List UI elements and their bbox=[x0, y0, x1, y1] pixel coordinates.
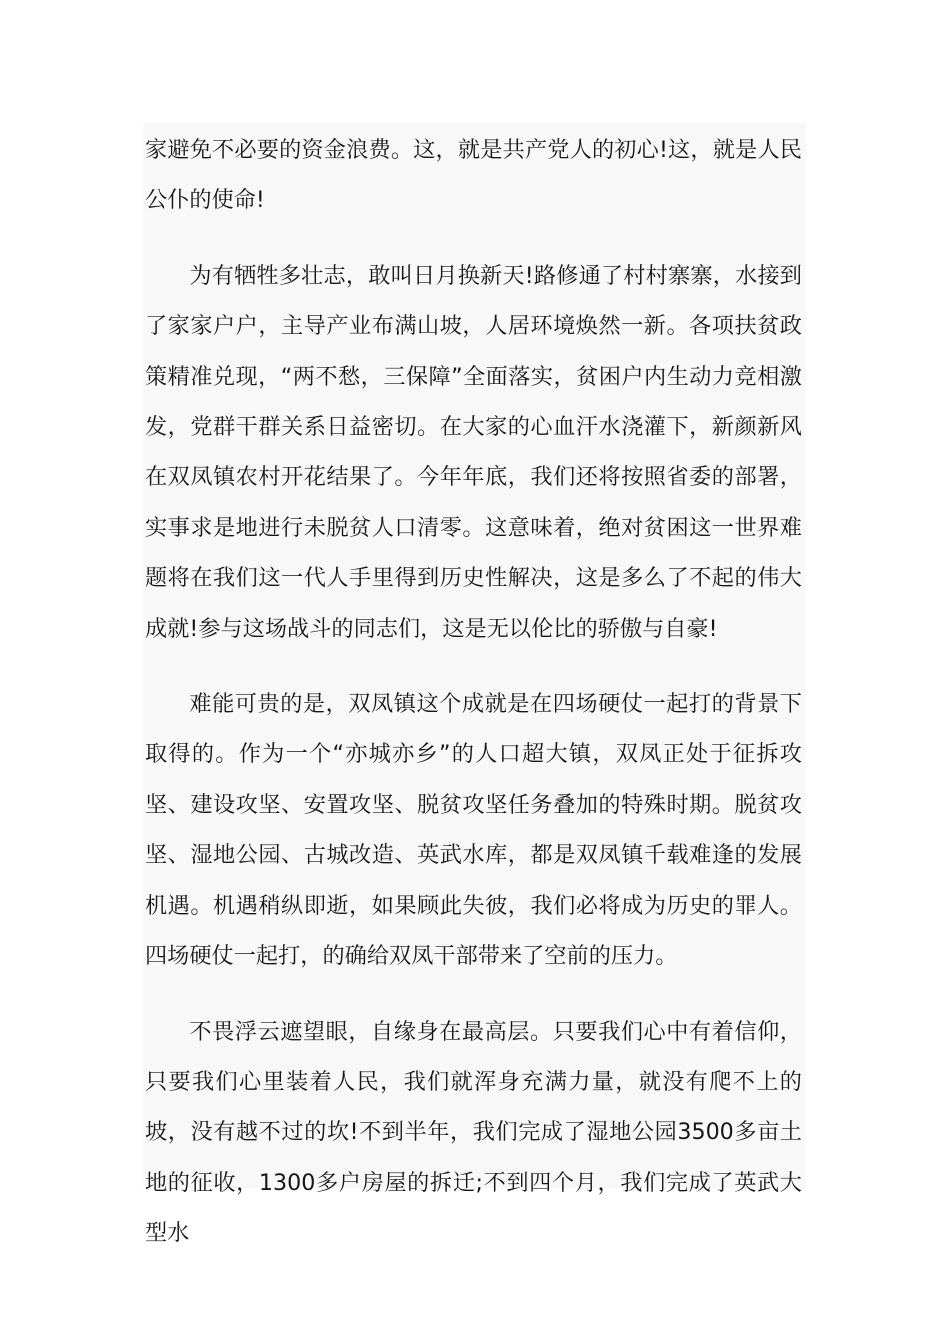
paragraph-continued: 家避免不必要的资金浪费。这，就是共产党人的初心!这，就是人民公仆的使命! bbox=[145, 137, 802, 214]
paragraph-faith: 不畏浮云遮望眼，自缘身在最高层。只要我们心中有着信仰，只要我们心里装着人民，我们就浑身充满力量，就没有爬不上的坡，没有越不过的坎!不到半年，我们完成了湿地公园3500多亩土地的征收，1300多户房屋的拆迁;不到四个月，我们完成了英武大型水 bbox=[145, 1018, 802, 1247]
document-text-block bbox=[143, 123, 806, 1247]
paragraph-four-battles: 难能可贵的是，双凤镇这个成就是在四场硬仗一起打的背景下取得的。作为一个“亦城亦乡”的人口超大镇，双凤正处于征拆攻坚、建设攻坚、安置攻坚、脱贫攻坚任务叠加的特殊时期。脱贫攻坚、湿地公园、古城改造、英武水库，都是双凤镇千载难逢的发展机遇。机遇稍纵即逝，如果顾此失彼，我们必将成为历史的罪人。四场硬仗一起打，的确给双凤干部带来了空前的压力。 bbox=[145, 691, 802, 970]
paragraph-sacrifice: 为有牺牲多壮志，敢叫日月换新天!路修通了村村寨寨，水接到了家家户户，主导产业布满山坡，人居环境焕然一新。各项扶贫政策精准兑现，“两不愁，三保障”全面落实，贫困户内生动力竞相激发，党群干群关系日益密切。在大家的心血汗水浇灌下，新颜新风在双凤镇农村开花结果了。今年年底，我们还将按照省委的部署，实事求是地进行未脱贫人口清零。这意味着，绝对贫困这一世界难题将在我们这一代人手里得到历史性解决，这是多么了不起的伟大成就!参与这场战斗的同志们，这是无以伦比的骄傲与自豪! bbox=[145, 262, 802, 642]
